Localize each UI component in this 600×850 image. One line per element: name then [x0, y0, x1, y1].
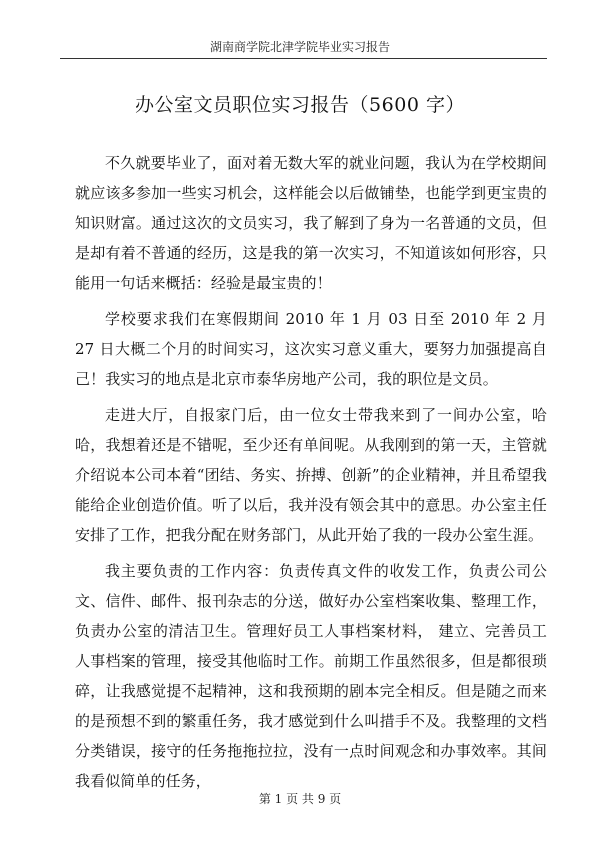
- paragraph: 学校要求我们在寒假期间 2010 年 1 月 03 日至 2010 年 2 月 27 日大概二个月的时间实习，这次实习意义重大，要努力加强提高自己！我实习的地点是北京市泰华房地产公司，我的职位是文员。: [75, 310, 547, 388]
- page-number-footer: 第 1 页 共 9 页: [258, 792, 342, 806]
- document-title: 办公室文员职位实习报告（5600 字）: [135, 94, 465, 116]
- paragraph: 不久就要毕业了，面对着无数大军的就业问题，我认为在学校期间就应该多参加一些实习机会，这样能会以后做铺垫，也能学到更宝贵的知识财富。通过这次的文员实习，我了解到了身为一名普通的文员，但是却有着不普通的经历，这是我的第一次实习，不知道该如何形容，只能用一句话来概括：经验是最宝贵的！: [75, 154, 547, 292]
- paragraph: 我主要负责的工作内容：负责传真文件的收发工作，负责公司公文、信件、邮件、报刊杂志的分送，做好办公室档案收集、整理工作，负责办公室的清洁卫生。管理好员工人事档案材料， 建立、完善员工人事档案的管理，接受其他临时工作。前期工作虽然很多，但是都很琐碎，让我感觉提不起精神，这和我预期的剧本完全相反。但是随之而来的是预想不到的繁重任务，我才感觉到什么叫措手不及。我整理的文档分类错误，接守的任务拖拖拉拉，没有一点时间观念和办事效率。其间我看似简单的任务，: [75, 562, 547, 790]
- running-header: 湖南商学院北津学院毕业实习报告: [209, 40, 390, 54]
- paragraph: 走进大厅，自报家门后，由一位女士带我来到了一间办公室，哈哈，我想着还是不错呢，至少还有单间呢。从我刚到的第一天，主管就介绍说本公司本着“团结、务实、拚搏、创新”的企业精神，并且希望我能给企业创造价值。听了以后，我并没有领会其中的意思。办公室主任安排了工作，把我分配在财务部门，从此开始了我的一段办公室生涯。: [75, 406, 547, 544]
- header-rule: [60, 58, 547, 59]
- document-body: [75, 148, 547, 802]
